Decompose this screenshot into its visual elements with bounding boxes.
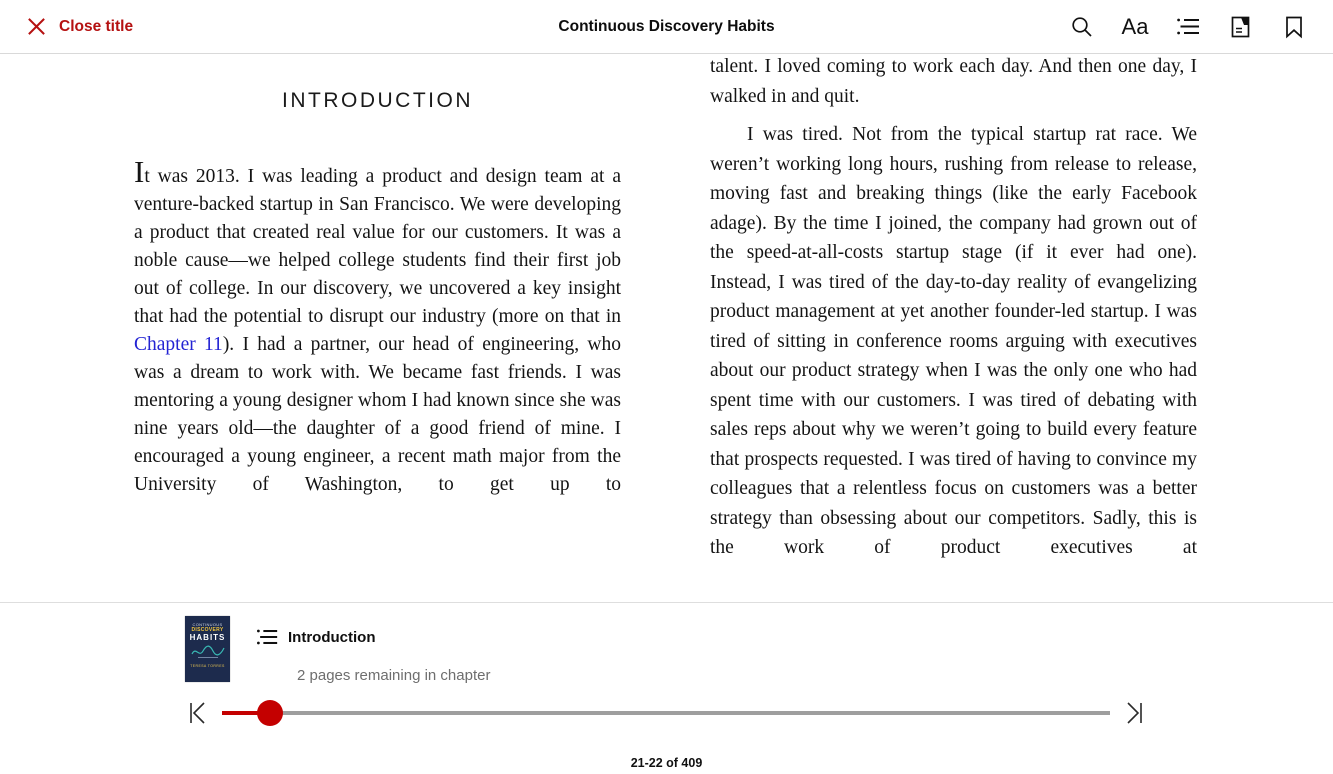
bottom-navigation-panel: [0, 602, 1333, 774]
current-chapter-label: Introduction: [288, 629, 376, 646]
reading-progress-slider[interactable]: [222, 699, 1110, 727]
cover-squiggle-art: [190, 642, 226, 660]
notebook-icon[interactable]: [1228, 14, 1254, 40]
chapter-toc-icon: [256, 627, 279, 647]
top-toolbar: [0, 0, 1333, 54]
skip-to-end-button[interactable]: [1120, 699, 1146, 727]
toolbar-actions: [1069, 14, 1333, 40]
close-title-button[interactable]: [0, 16, 133, 37]
close-icon: [26, 16, 47, 37]
book-title: Continuous Discovery Habits: [558, 17, 775, 35]
right-page-paragraph-1: talent. I loved coming to work each day. And then one day, I walked in and quit.: [710, 56, 1197, 107]
paragraph-text-end: ). I had a partner, our head of engineering, who was a dream to work with. We became fast friends. I was mentoring a young designer whom I had known since she was nine years old—the daughter of a good friend of mine. I encouraged a young engineer, a recent math major from the University of Washington, to get up to: [134, 334, 622, 495]
slider-handle[interactable]: [257, 700, 283, 726]
right-page: [710, 55, 1197, 563]
cover-title-line2: DISCOVERY: [191, 627, 224, 633]
search-icon[interactable]: [1069, 14, 1095, 40]
right-page-paragraph-2: I was tired. Not from the typical startup rat race. We weren’t working long hours, rushing from release to release, moving fast and breaking things (like the early Facebook adage). By the time I joined, the company had grown out of the speed-at-all-costs startup stage (if it ever had one). Instead, I was tired of the day-to-day reality of evangelizing product management at yet another founder-led startup. I was tired of sitting in conference rooms arguing with executives about our product strategy when I was the only one who had spent time with our customers. I was tired of debating with sales reps about why we weren’t going to build every feature that prospects requested. I was tired of having to convince my colleagues that a relentless focus on customers was a better strategy than obsessing about our competitors. Sadly, this is the work of product executives at: [710, 124, 1197, 558]
cover-author: TERESA TORRES: [190, 664, 225, 668]
font-settings-icon[interactable]: Aa: [1121, 13, 1149, 39]
table-of-contents-icon[interactable]: [1175, 14, 1201, 40]
book-cover-thumbnail: [185, 616, 230, 682]
cover-title-line3: HABITS: [189, 633, 226, 642]
slider-track[interactable]: [222, 711, 1110, 715]
cover-title-line1: CONTINUOUS: [192, 622, 223, 627]
reading-area: [0, 55, 1333, 602]
left-page: [134, 55, 621, 499]
paragraph-text-start: t was 2013. I was leading a product and design team at a venture-backed startup in San Francisco. We were developing a product that created real value for our customers. It was a noble cause—we helped college students find their first job out of college. In our discovery, we uncovered a key insight that had the potential to disrupt our industry (more on that in: [134, 166, 621, 327]
drop-cap: I: [134, 154, 145, 189]
skip-to-start-button[interactable]: [186, 699, 212, 727]
left-page-paragraph: [134, 154, 622, 499]
close-title-label: Close title: [59, 17, 134, 35]
chapter-11-link[interactable]: Chapter 11: [134, 334, 223, 355]
page-position-indicator: 21-22 of 409: [630, 756, 703, 770]
chapter-heading: INTRODUCTION: [282, 89, 473, 112]
pages-remaining-label: 2 pages remaining in chapter: [297, 667, 491, 684]
bookmark-icon[interactable]: [1281, 14, 1307, 40]
